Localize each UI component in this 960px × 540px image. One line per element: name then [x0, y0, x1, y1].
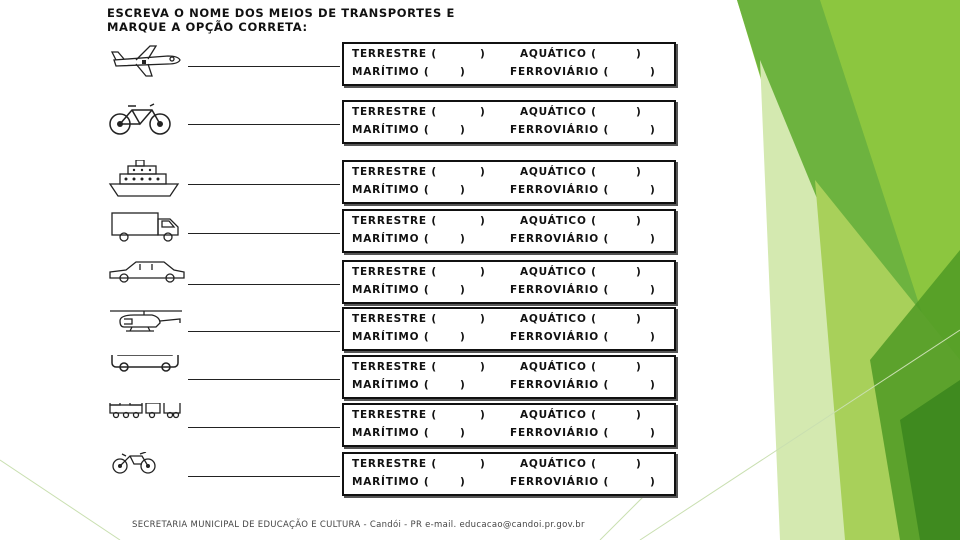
- option-terrestre[interactable]: TERRESTRE (: [352, 106, 437, 118]
- option-aquatico[interactable]: AQUÁTICO (: [520, 215, 597, 227]
- checkbox-maritimo[interactable]: ): [460, 233, 465, 245]
- option-terrestre[interactable]: TERRESTRE (: [352, 361, 437, 373]
- option-maritimo[interactable]: MARÍTIMO (: [352, 476, 430, 488]
- option-maritimo[interactable]: MARÍTIMO (: [352, 124, 430, 136]
- options-box: [342, 160, 676, 204]
- checkbox-maritimo[interactable]: ): [460, 427, 465, 439]
- car-icon: [106, 260, 186, 302]
- option-ferroviario[interactable]: FERROVIÁRIO (: [510, 233, 610, 245]
- answer-line[interactable]: [188, 331, 340, 332]
- checkbox-maritimo[interactable]: ): [460, 124, 465, 136]
- title-line-1: ESCREVA O NOME DOS MEIOS DE TRANSPORTES E: [107, 6, 455, 20]
- checkbox-maritimo[interactable]: ): [460, 184, 465, 196]
- question-row: [106, 209, 676, 251]
- option-terrestre[interactable]: TERRESTRE (: [352, 458, 437, 470]
- option-terrestre[interactable]: TERRESTRE (: [352, 48, 437, 60]
- option-ferroviario[interactable]: FERROVIÁRIO (: [510, 331, 610, 343]
- checkbox-aquatico[interactable]: ): [636, 266, 641, 278]
- option-maritimo[interactable]: MARÍTIMO (: [352, 331, 430, 343]
- option-terrestre[interactable]: TERRESTRE (: [352, 166, 437, 178]
- checkbox-ferroviario[interactable]: ): [650, 379, 655, 391]
- checkbox-aquatico[interactable]: ): [636, 361, 641, 373]
- option-terrestre[interactable]: TERRESTRE (: [352, 266, 437, 278]
- option-aquatico[interactable]: AQUÁTICO (: [520, 266, 597, 278]
- option-ferroviario[interactable]: FERROVIÁRIO (: [510, 184, 610, 196]
- motorcycle-icon: [106, 452, 186, 494]
- worksheet-title: [107, 6, 455, 34]
- checkbox-terrestre[interactable]: ): [480, 458, 485, 470]
- footer-text: SECRETARIA MUNICIPAL DE EDUCAÇÃO E CULTURA - Candói - PR e-mail. educacao@candoi.pr.gov.br: [132, 520, 585, 530]
- checkbox-terrestre[interactable]: ): [480, 215, 485, 227]
- checkbox-ferroviario[interactable]: ): [650, 233, 655, 245]
- airplane-icon: [106, 42, 186, 84]
- checkbox-ferroviario[interactable]: ): [650, 124, 655, 136]
- checkbox-maritimo[interactable]: ): [460, 331, 465, 343]
- answer-line[interactable]: [188, 284, 340, 285]
- train-icon: [106, 403, 186, 445]
- ship-icon: [106, 160, 186, 202]
- checkbox-terrestre[interactable]: ): [480, 266, 485, 278]
- option-ferroviario[interactable]: FERROVIÁRIO (: [510, 66, 610, 78]
- checkbox-aquatico[interactable]: ): [636, 458, 641, 470]
- checkbox-maritimo[interactable]: ): [460, 284, 465, 296]
- option-maritimo[interactable]: MARÍTIMO (: [352, 233, 430, 245]
- question-row: [106, 260, 676, 302]
- option-aquatico[interactable]: AQUÁTICO (: [520, 48, 597, 60]
- title-line-2: MARQUE A OPÇÃO CORRETA:: [107, 20, 308, 34]
- option-terrestre[interactable]: TERRESTRE (: [352, 409, 437, 421]
- option-maritimo[interactable]: MARÍTIMO (: [352, 184, 430, 196]
- checkbox-aquatico[interactable]: ): [636, 313, 641, 325]
- helicopter-icon: [106, 307, 186, 349]
- options-box: [342, 260, 676, 304]
- checkbox-aquatico[interactable]: ): [636, 409, 641, 421]
- answer-line[interactable]: [188, 66, 340, 67]
- option-maritimo[interactable]: MARÍTIMO (: [352, 379, 430, 391]
- option-ferroviario[interactable]: FERROVIÁRIO (: [510, 427, 610, 439]
- option-ferroviario[interactable]: FERROVIÁRIO (: [510, 476, 610, 488]
- checkbox-aquatico[interactable]: ): [636, 166, 641, 178]
- options-box: [342, 100, 676, 144]
- option-aquatico[interactable]: AQUÁTICO (: [520, 166, 597, 178]
- options-box: [342, 355, 676, 399]
- option-terrestre[interactable]: TERRESTRE (: [352, 313, 437, 325]
- options-box: [342, 307, 676, 351]
- bicycle-icon: [106, 100, 186, 142]
- options-box: [342, 42, 676, 86]
- option-aquatico[interactable]: AQUÁTICO (: [520, 313, 597, 325]
- question-row: [106, 307, 676, 349]
- bus-icon: [106, 355, 186, 397]
- question-row: [106, 42, 676, 84]
- checkbox-aquatico[interactable]: ): [636, 106, 641, 118]
- answer-line[interactable]: [188, 233, 340, 234]
- question-row: [106, 100, 676, 142]
- option-maritimo[interactable]: MARÍTIMO (: [352, 427, 430, 439]
- option-aquatico[interactable]: AQUÁTICO (: [520, 458, 597, 470]
- checkbox-maritimo[interactable]: ): [460, 379, 465, 391]
- checkbox-maritimo[interactable]: ): [460, 66, 465, 78]
- checkbox-terrestre[interactable]: ): [480, 361, 485, 373]
- answer-line[interactable]: [188, 379, 340, 380]
- checkbox-aquatico[interactable]: ): [636, 48, 641, 60]
- option-ferroviario[interactable]: FERROVIÁRIO (: [510, 379, 610, 391]
- question-row: [106, 355, 676, 397]
- options-box: [342, 452, 676, 496]
- option-aquatico[interactable]: AQUÁTICO (: [520, 106, 597, 118]
- question-row: [106, 452, 676, 494]
- checkbox-ferroviario[interactable]: ): [650, 331, 655, 343]
- answer-line[interactable]: [188, 476, 340, 477]
- checkbox-ferroviario[interactable]: ): [650, 284, 655, 296]
- checkbox-terrestre[interactable]: ): [480, 48, 485, 60]
- checkbox-terrestre[interactable]: ): [480, 313, 485, 325]
- checkbox-terrestre[interactable]: ): [480, 106, 485, 118]
- checkbox-terrestre[interactable]: ): [480, 409, 485, 421]
- answer-line[interactable]: [188, 184, 340, 185]
- checkbox-ferroviario[interactable]: ): [650, 427, 655, 439]
- option-ferroviario[interactable]: FERROVIÁRIO (: [510, 284, 610, 296]
- checkbox-aquatico[interactable]: ): [636, 215, 641, 227]
- answer-line[interactable]: [188, 427, 340, 428]
- option-terrestre[interactable]: TERRESTRE (: [352, 215, 437, 227]
- checkbox-terrestre[interactable]: ): [480, 166, 485, 178]
- option-ferroviario[interactable]: FERROVIÁRIO (: [510, 124, 610, 136]
- answer-line[interactable]: [188, 124, 340, 125]
- option-aquatico[interactable]: AQUÁTICO (: [520, 409, 597, 421]
- option-maritimo[interactable]: MARÍTIMO (: [352, 284, 430, 296]
- checkbox-ferroviario[interactable]: ): [650, 66, 655, 78]
- options-box: [342, 403, 676, 447]
- question-row: [106, 403, 676, 445]
- checkbox-ferroviario[interactable]: ): [650, 476, 655, 488]
- checkbox-ferroviario[interactable]: ): [650, 184, 655, 196]
- question-row: [106, 160, 676, 202]
- option-maritimo[interactable]: MARÍTIMO (: [352, 66, 430, 78]
- options-box: [342, 209, 676, 253]
- option-aquatico[interactable]: AQUÁTICO (: [520, 361, 597, 373]
- truck-icon: [106, 209, 186, 251]
- checkbox-maritimo[interactable]: ): [460, 476, 465, 488]
